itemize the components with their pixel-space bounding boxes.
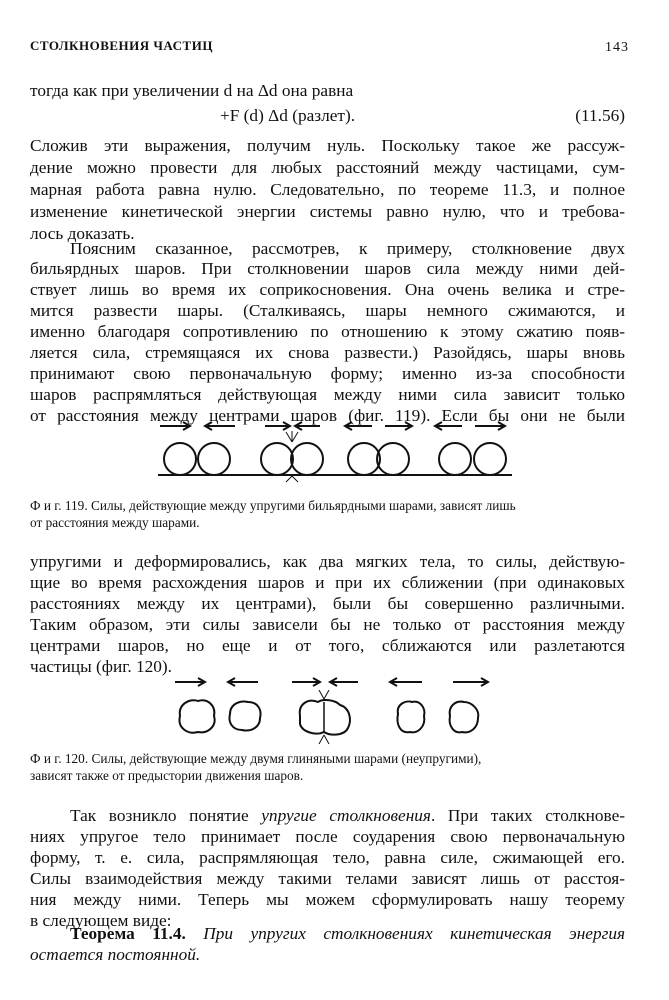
paragraph-line: именно благодаря сопротивлению по отношению к этому сжатию появ- (30, 322, 625, 341)
paragraph-line: лось доказать. (30, 224, 135, 243)
figure-119 (150, 414, 530, 484)
paragraph-line: ствует лишь во время их соприкосновения. Она очень велика и стре- (30, 280, 625, 299)
paragraph-line: центрами шаров, но еще и от того, сближаются или разлетаются (30, 636, 625, 655)
page-header (30, 38, 629, 58)
paragraph4-start: Так возникло понятие (70, 806, 262, 825)
paragraph-line: изменение кинетической энергии системы равно нулю, что и требова- (30, 202, 625, 221)
theorem-line2 (30, 944, 625, 965)
paragraph-line: бильярдных шаров. При столкновении шаров сила между ними дей- (30, 259, 625, 278)
paragraph-line: Сложив эти выражения, получим нуль. Поскольку такое же рассуж- (30, 136, 625, 155)
running-head: СТОЛКНОВЕНИЯ ЧАСТИЦ (30, 38, 213, 53)
paragraph-line: шаров распрямляться действующая между ними сила зависит только (30, 385, 625, 404)
theorem-text: При упругих столкновениях кинетическая энергия (203, 924, 625, 943)
page-number: 143 (605, 40, 629, 55)
figure-119-caption-line2: от расстояния между шарами. (30, 515, 200, 530)
figure-120-caption-line1: Ф и г. 120. Силы, действующие между двумя глиняными шарами (неупругими), (30, 751, 482, 766)
theorem-text-continued: остается постоянной. (30, 945, 201, 964)
figure-120-drawing (160, 668, 500, 748)
paragraph-line: щие во время расхождения шаров и при их сближении (при одинаковых (30, 573, 625, 592)
paragraph-line: Силы взаимодействия между такими телами зависят лишь от расстоя- (30, 869, 625, 888)
equation-number: (11.56) (575, 106, 625, 125)
paragraph-line: принимают свою первоначальную форму; именно из-за способности (30, 364, 625, 383)
figure-119-drawing (150, 414, 520, 484)
paragraph-line: ляется сила, стремящаяся их снова развести.) Разойдясь, шары вновь (30, 343, 625, 362)
paragraph-line: мится развести шары. (Сталкиваясь, шары немного сжимаются, и (30, 301, 625, 320)
paragraph-line: дение можно провести для любых расстояний между частицами, сум- (30, 158, 625, 177)
paragraph-line: упругими и деформировались, как два мягких тела, то силы, действую- (30, 552, 625, 571)
paragraph4-end: . При таких столкнове- (430, 806, 626, 825)
figure-120 (160, 668, 540, 748)
paragraph-line: ниях упругое тело принимает после соударения свою первоначальную (30, 827, 625, 846)
paragraph-line: частицы (фиг. 120). (30, 657, 172, 676)
paragraph-line: в следующем виде: (30, 911, 172, 930)
theorem-line1 (30, 923, 625, 944)
paragraph-line: ния между ними. Теперь мы можем сформулировать нашу теорему (30, 890, 625, 909)
paragraph-line: Поясним сказанное, рассмотрев, к примеру, столкновение двух (70, 239, 625, 258)
figure-120-caption-line2: зависят также от предыстории движения шаров. (30, 768, 304, 783)
figure-119-caption-line1: Ф и г. 119. Силы, действующие между упругими бильярдными шарами, зависят лишь (30, 498, 516, 513)
paragraph-line: марная работа равна нулю. Следовательно, по теореме 11.3, и полное (30, 180, 625, 199)
intro-line: тогда как при увеличении d на Δd она равна (30, 81, 354, 100)
theorem-label: Теорема 11.4. (70, 924, 186, 943)
paragraph-line: Таким образом, эти силы зависели бы не только от расстояния между (30, 615, 625, 634)
paragraph-line (30, 805, 625, 826)
term-elastic-collisions: упругие столкновения (261, 806, 431, 825)
paragraph-line: от расстояния между центрами шаров (фиг. 119). Если бы они не были (30, 406, 625, 425)
equation-expression: +F (d) Δd (разлет). (220, 106, 356, 125)
paragraph-line: форму, т. е. сила, распрямляющая тело, равна силе, сжимающей его. (30, 848, 625, 867)
paragraph-line: расстояниях между их центрами), были бы совершенно различными. (30, 594, 625, 613)
